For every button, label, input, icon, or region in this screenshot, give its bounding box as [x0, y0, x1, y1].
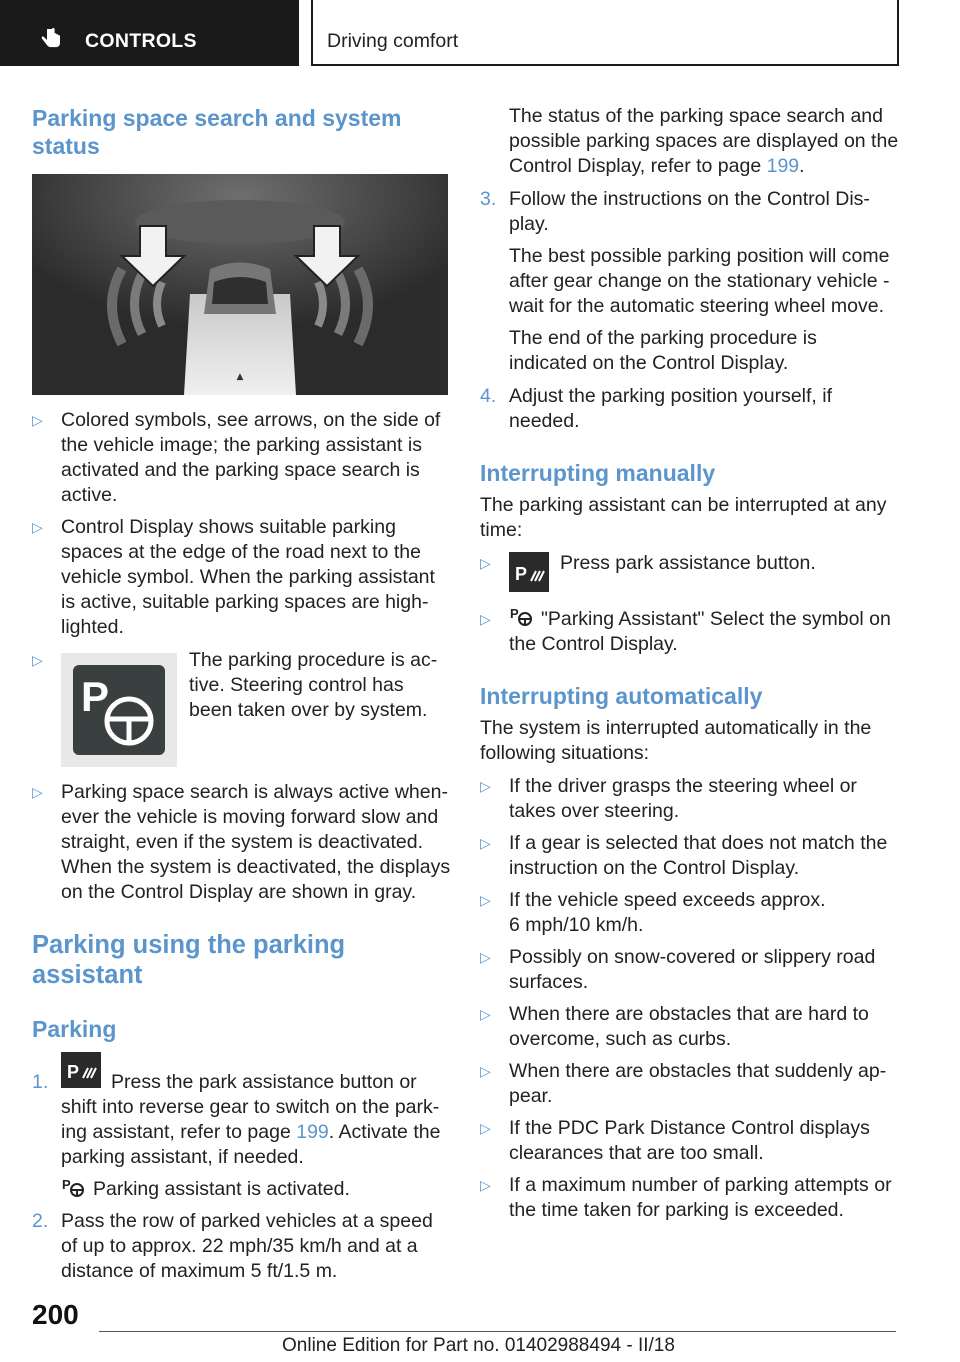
list-item [480, 945, 900, 995]
parking-assistant-symbol-icon [61, 1176, 87, 1207]
list-item [32, 408, 452, 508]
bullet-triangle-icon: ▷ [480, 611, 491, 627]
bullet-text: Press park assistance button. [560, 552, 816, 574]
bullet-text: Control Display shows suitable parking spaces at the edge of the road next to the vehicle symbol. When the parking assistant is active, suitable parking spaces are highlighted. [61, 516, 435, 638]
bullet-triangle-icon: ▷ [480, 949, 491, 965]
bullet-text: If a gear is selected that does not match the instruction on the Control Display. [509, 832, 888, 879]
step-text-part: The status of the parking space search and possible parking spaces are displayed on the Control Display, refer to page [509, 105, 899, 177]
bullet-text: "Parking Assistant" Select the symbol on the Control Display. [509, 608, 891, 655]
bullet-triangle-icon: ▷ [480, 1120, 491, 1136]
svg-text:P: P [81, 673, 110, 720]
heading-search-status: Parking space search and system status [32, 105, 402, 159]
steering-takeover-icon [61, 653, 177, 767]
list-item [480, 774, 900, 824]
step-text [61, 1070, 453, 1170]
paragraph: The parking assistant can be interrupted at any time: [480, 494, 887, 541]
hand-pointer-icon [38, 26, 64, 59]
bullet-text: If a maximum number of parking attempts or the time taken for parking is exceeded. [509, 1174, 892, 1221]
svg-text:P: P [62, 1177, 71, 1192]
bullet-triangle-icon: ▷ [480, 1063, 491, 1079]
list-item [480, 1002, 900, 1052]
list-item [480, 1059, 900, 1109]
svg-text:▲: ▲ [236, 372, 244, 382]
bullet-triangle-icon: ▷ [480, 892, 491, 908]
svg-text:P: P [510, 606, 519, 621]
list-item [480, 1173, 900, 1223]
list-item [32, 780, 452, 905]
step-number: 4. [480, 385, 497, 407]
bullet-triangle-icon: ▷ [32, 412, 43, 428]
edition-note: Online Edition for Part no. 01402988494 - II/18 [282, 1335, 675, 1356]
bullet-triangle-icon: ▷ [480, 1006, 491, 1022]
page-link[interactable]: 199 [766, 155, 800, 177]
bullet-text: When there are obstacles that suddenly appear. [509, 1060, 887, 1107]
bullet-text: When there are obstacles that are hard to overcome, such as curbs. [509, 1003, 869, 1050]
step-text: The end of the parking procedure is indicated on the Control Display. [509, 327, 817, 374]
bullet-text: Possibly on snow-covered or slippery road surfaces. [509, 946, 876, 993]
bullet-text: The parking procedure is active. Steering control has been taken over by system. [189, 649, 438, 721]
chapter-tab [311, 0, 899, 66]
chapter-title: Driving comfort [327, 30, 459, 52]
section-label: CONTROLS [85, 30, 197, 52]
bullet-triangle-icon: ▷ [32, 519, 43, 535]
bullet-triangle-icon: ▷ [32, 652, 43, 668]
bullet-text: If the driver grasps the steering wheel or takes over steering. [509, 775, 857, 822]
step-number: 3. [480, 188, 497, 210]
list-item [480, 1116, 900, 1166]
svg-text:P: P [515, 564, 528, 584]
step-text: Follow the instructions on the Control Display. [509, 188, 870, 235]
list-item [480, 888, 900, 938]
bullet-triangle-icon: ▷ [480, 555, 491, 571]
page-link[interactable]: 199 [296, 1121, 329, 1143]
page-header [0, 0, 960, 66]
parking-display-image [32, 174, 448, 395]
step-continuation [509, 104, 899, 179]
step-note: Parking assistant is activated. [93, 1178, 350, 1200]
step-text-part: . Activate the parking assistant, if needed. [61, 1121, 441, 1168]
bullet-text: If the vehicle speed exceeds approx. 6 mph/10 km/h. [509, 889, 826, 936]
list-item [480, 831, 900, 881]
paragraph: The system is interrupted automatically in the following situations: [480, 717, 872, 764]
bullet-text: Parking space search is always active whenever the vehicle is moving forward slow and straight, even if the system is deactivated. When the system is deactivated, the displays on the Control Display are shown in gray. [61, 781, 451, 903]
page-number: 200 [32, 1299, 79, 1330]
bullet-triangle-icon: ▷ [480, 835, 491, 851]
svg-text:P: P [67, 1062, 80, 1082]
list-item [32, 515, 452, 640]
bullet-triangle-icon: ▷ [480, 1177, 491, 1193]
bullet-triangle-icon: ▷ [480, 778, 491, 794]
step-number: 2. [32, 1210, 49, 1232]
step-number: 1. [32, 1071, 49, 1093]
heading-interrupting-manually: Interrupting manually [480, 460, 716, 486]
heading-interrupting-automatically: Interrupting automatically [480, 683, 763, 709]
bullet-text: If the PDC Park Distance Control displays clearances that are too small. [509, 1117, 870, 1164]
step-text: Adjust the parking position yourself, if needed. [509, 385, 833, 432]
park-assist-button-icon [509, 552, 549, 592]
bullet-text: Colored symbols, see arrows, on the side of the vehicle image; the parking assistant is activated and the parking space search is active. [61, 409, 441, 506]
section-tab [0, 0, 299, 66]
bullet-triangle-icon: ▷ [32, 784, 43, 800]
footer-divider [99, 1331, 896, 1332]
step-text-part: . [799, 155, 805, 177]
step-text-part: Press the park assistance button or shift into reverse gear to switch on the parking assistant, refer to page [61, 1071, 440, 1143]
step-text: The best possible parking position will come after gear change on the stationary vehicle - wait for the automatic steering wheel move. [509, 245, 890, 317]
heading-parking-assistant: Parking using the parking assistant [32, 931, 346, 989]
step-text: Pass the row of parked vehicles at a speed of up to approx. 22 mph/35 km/h and at a distance of maximum 5 ft/1.5 m. [61, 1210, 433, 1282]
heading-parking: Parking [32, 1016, 117, 1042]
